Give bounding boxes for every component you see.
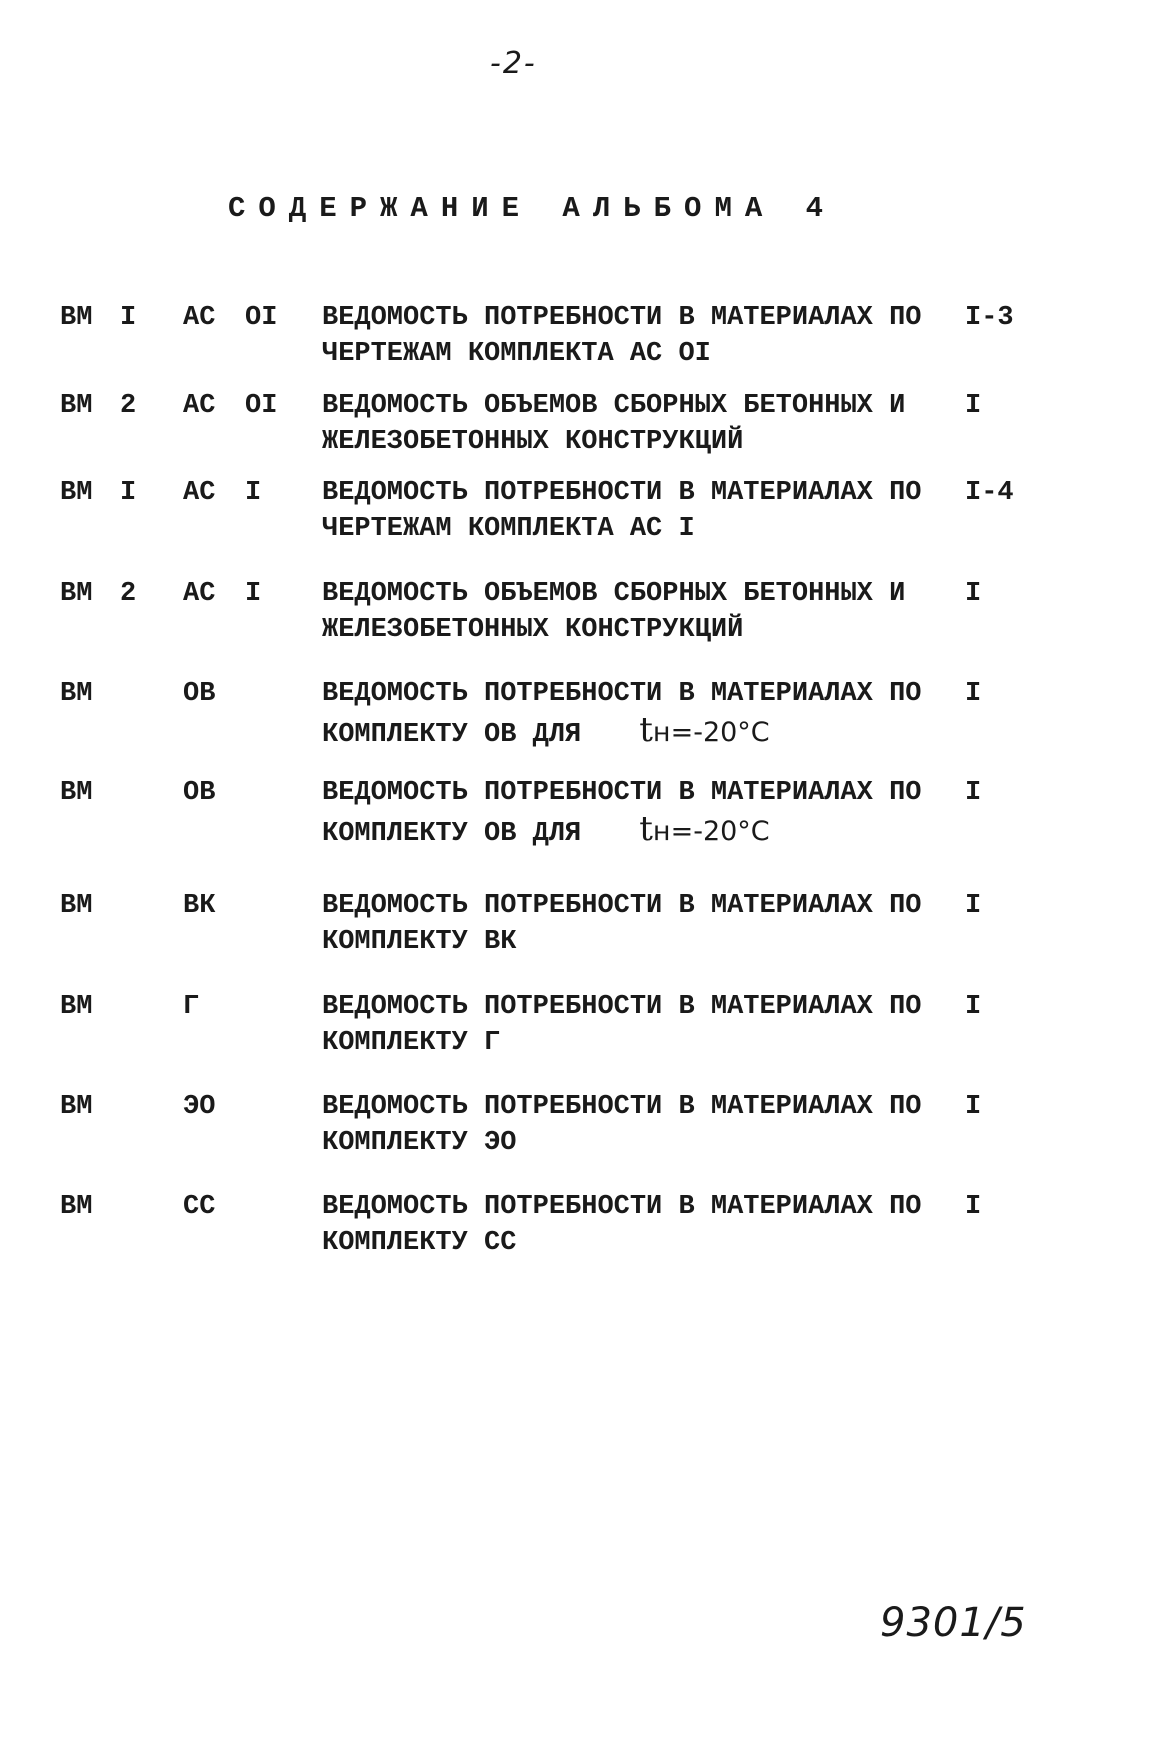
entry-description-line1: ВЕДОМОСТЬ ПОТРЕБНОСТИ В МАТЕРИАЛАХ ПО: [322, 679, 922, 709]
entry-code-set: Г: [183, 992, 200, 1022]
entry-code-subset: OI: [245, 303, 278, 333]
entry-sheets: I: [965, 1192, 982, 1222]
entry-code-set: ОВ: [183, 778, 216, 808]
entry-description-line1: ВЕДОМОСТЬ ПОТРЕБНОСТИ В МАТЕРИАЛАХ ПО: [322, 303, 922, 333]
entry-description: [322, 475, 922, 547]
entry-code-series: ВМ: [60, 391, 93, 421]
entry-sheets: I-4: [965, 478, 1014, 508]
entry-description-line1: ВЕДОМОСТЬ ПОТРЕБНОСТИ В МАТЕРИАЛАХ ПО: [322, 478, 922, 508]
entry-description: [322, 1189, 922, 1261]
entry-code-number: 2: [120, 391, 137, 421]
entry-code-number: I: [120, 303, 137, 333]
entry-description-line1: ВЕДОМОСТЬ ПОТРЕБНОСТИ В МАТЕРИАЛАХ ПО: [322, 1092, 922, 1122]
entry-code-series: ВМ: [60, 891, 93, 921]
entry-description: [322, 300, 922, 372]
entry-code-subset: I: [245, 579, 262, 609]
page-title: СОДЕРЖАНИЕ АЛЬБОМА 4: [228, 192, 837, 225]
entry-description: [322, 576, 922, 648]
entry-description-line2: КОМПЛЕКТУ ЭО: [322, 1128, 517, 1158]
temperature-symbol: t: [639, 809, 653, 849]
document-number-handwritten: 9301/5: [880, 1600, 1027, 1646]
entry-description-line2: ЧЕРТЕЖАМ КОМПЛЕКТА АС I: [322, 514, 695, 544]
entry-code-series: ВМ: [60, 303, 93, 333]
entry-sheets: I-3: [965, 303, 1014, 333]
entry-description: [322, 676, 922, 753]
entry-description-line2: ЖЕЛЕЗОБЕТОННЫХ КОНСТРУКЦИЙ: [322, 427, 744, 457]
entry-sheets: I: [965, 992, 982, 1022]
entry-description-line2-text: КОМПЛЕКТУ ОВ ДЛЯ: [322, 819, 582, 849]
temperature-value: н=-20°С: [652, 717, 770, 748]
entry-sheets: I: [965, 579, 982, 609]
entry-sheets: I: [965, 391, 982, 421]
entry-description: [322, 1089, 922, 1161]
entry-code-series: ВМ: [60, 478, 93, 508]
entry-description-line1: ВЕДОМОСТЬ ОБЪЕМОВ СБОРНЫХ БЕТОННЫХ И: [322, 391, 906, 421]
entry-description: [322, 989, 922, 1061]
entry-code-series: ВМ: [60, 579, 93, 609]
entry-description-line2: [322, 712, 922, 753]
entry-description-line2-text: КОМПЛЕКТУ ОВ ДЛЯ: [322, 720, 582, 750]
entry-code-set: ОВ: [183, 679, 216, 709]
entry-description-line1: ВЕДОМОСТЬ ПОТРЕБНОСТИ В МАТЕРИАЛАХ ПО: [322, 992, 922, 1022]
entry-code-set: АС: [183, 303, 216, 333]
entry-description-line1: ВЕДОМОСТЬ ПОТРЕБНОСТИ В МАТЕРИАЛАХ ПО: [322, 778, 922, 808]
entry-code-set: СС: [183, 1192, 216, 1222]
entry-code-subset: OI: [245, 391, 278, 421]
temperature-symbol: t: [639, 710, 653, 750]
entry-code-set: АС: [183, 391, 216, 421]
entry-code-set: ЭО: [183, 1092, 216, 1122]
entry-code-series: ВМ: [60, 679, 93, 709]
entry-code-set: АС: [183, 579, 216, 609]
entry-description-line2: ЧЕРТЕЖАМ КОМПЛЕКТА АС OI: [322, 339, 711, 369]
entry-description: [322, 388, 922, 460]
entry-sheets: I: [965, 778, 982, 808]
entry-description-line2: КОМПЛЕКТУ СС: [322, 1228, 517, 1258]
entry-code-set: ВК: [183, 891, 216, 921]
entry-description-line2: ЖЕЛЕЗОБЕТОННЫХ КОНСТРУКЦИЙ: [322, 615, 744, 645]
entry-description-line2: КОМПЛЕКТУ Г: [322, 1028, 501, 1058]
entry-code-set: АС: [183, 478, 216, 508]
entry-code-series: ВМ: [60, 1092, 93, 1122]
entry-sheets: I: [965, 679, 982, 709]
entry-description: [322, 888, 922, 960]
entry-code-series: ВМ: [60, 992, 93, 1022]
entry-description-line2: [322, 811, 922, 852]
entry-code-number: 2: [120, 579, 137, 609]
entry-description-line1: ВЕДОМОСТЬ ПОТРЕБНОСТИ В МАТЕРИАЛАХ ПО: [322, 891, 922, 921]
entry-code-series: ВМ: [60, 778, 93, 808]
entry-code-subset: I: [245, 478, 262, 508]
page-number: -2-: [490, 46, 537, 81]
entry-description-line1: ВЕДОМОСТЬ ОБЪЕМОВ СБОРНЫХ БЕТОННЫХ И: [322, 579, 906, 609]
entry-description: [322, 775, 922, 852]
entry-sheets: I: [965, 891, 982, 921]
entry-code-number: I: [120, 478, 137, 508]
entry-code-series: ВМ: [60, 1192, 93, 1222]
entry-description-line1: ВЕДОМОСТЬ ПОТРЕБНОСТИ В МАТЕРИАЛАХ ПО: [322, 1192, 922, 1222]
temperature-value: н=-20°С: [652, 816, 770, 847]
entry-description-line2: КОМПЛЕКТУ ВК: [322, 927, 517, 957]
entry-sheets: I: [965, 1092, 982, 1122]
